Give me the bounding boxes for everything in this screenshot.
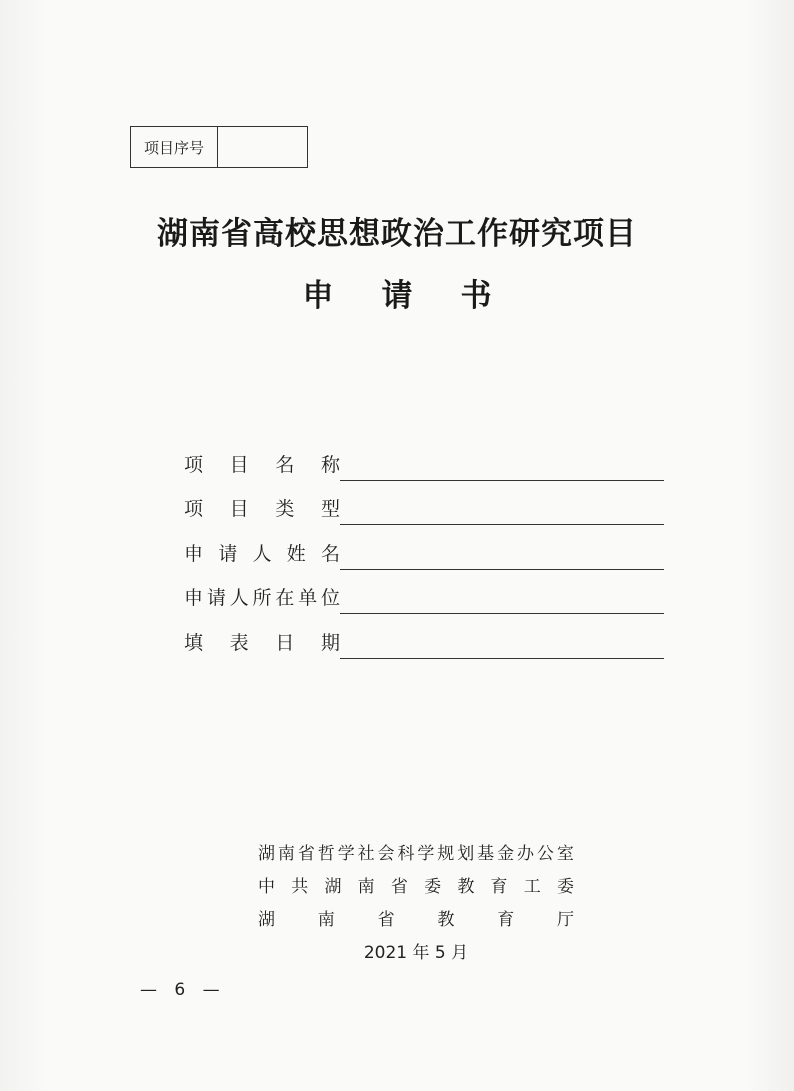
field-line-fill-date [340,634,664,659]
issuer-education-department [258,904,574,937]
char: 表 [229,631,249,654]
char: 日 [275,631,295,654]
char: 工 [523,877,541,897]
char: 省 [297,844,315,864]
issuing-authorities [258,838,574,970]
char: 厅 [556,910,574,930]
char: 委 [556,877,574,897]
char: 学 [417,844,435,864]
char: 省 [377,910,395,930]
char: 划 [457,844,475,864]
char: 在 [275,587,295,609]
char: 项 [184,453,204,476]
char: 学 [337,844,355,864]
char: 目 [229,498,249,520]
field-row-fill-date [184,614,664,659]
field-line-applicant-unit [340,589,664,614]
char: 育 [490,877,508,897]
field-label-project-type [184,494,340,525]
char: 省 [390,877,408,897]
char: 哲 [317,844,335,864]
page-number: — 6 — [140,980,226,1000]
char: 共 [291,877,309,897]
char: 会 [377,844,395,864]
field-row-applicant-unit [184,570,664,615]
char: 人 [252,542,272,565]
issue-date: 2021 年 5 月 [363,943,469,963]
document-subtitle: 申请书 [302,278,540,314]
char: 填 [184,631,204,654]
char: 目 [229,453,249,476]
char: 名 [320,542,340,565]
field-label-fill-date [184,628,340,659]
char: 型 [320,498,340,520]
char: 公 [536,844,554,864]
project-serial-value [218,127,307,167]
char: 称 [320,453,340,476]
field-line-project-name [340,456,664,481]
field-label-applicant-name [184,539,340,570]
char: 室 [556,844,574,864]
char: 项 [184,498,204,520]
char: 教 [437,910,455,930]
char: 办 [516,844,534,864]
char: 请 [218,542,238,565]
char: 金 [497,844,515,864]
char: 南 [277,844,295,864]
char: 社 [357,844,375,864]
char: 育 [497,910,515,930]
char: 申 [184,542,204,565]
char: 所 [252,587,272,609]
char: 名 [275,453,295,476]
char: 科 [397,844,415,864]
char: 湖 [324,877,342,897]
char: 委 [424,877,442,897]
char: 南 [357,877,375,897]
field-line-applicant-name [340,545,664,570]
field-row-project-type [184,481,664,526]
application-fields [184,436,664,659]
char: 期 [320,631,340,654]
field-line-project-type [340,500,664,525]
char: 中 [258,877,275,897]
issuer-education-committee [258,871,574,904]
char: 南 [317,910,335,930]
document-title: 湖南省高校思想政治工作研究项目 [157,216,637,252]
char: 申 [184,587,204,609]
char: 姓 [286,542,306,565]
char: 规 [437,844,455,864]
char: 位 [320,587,340,609]
char: 类 [275,498,295,520]
char: 湖 [258,844,275,864]
char: 请 [206,587,226,609]
char: 人 [229,587,249,609]
project-serial-label: 项目序号 [131,127,218,167]
char: 教 [457,877,475,897]
field-row-project-name [184,436,664,481]
issuer-planning-office [258,838,574,871]
field-row-applicant-name [184,525,664,570]
field-label-applicant-unit [184,583,340,614]
char: 基 [477,844,495,864]
field-label-project-name [184,450,340,481]
char: 湖 [258,910,275,930]
char: 单 [298,587,318,609]
project-serial-box [130,126,308,168]
